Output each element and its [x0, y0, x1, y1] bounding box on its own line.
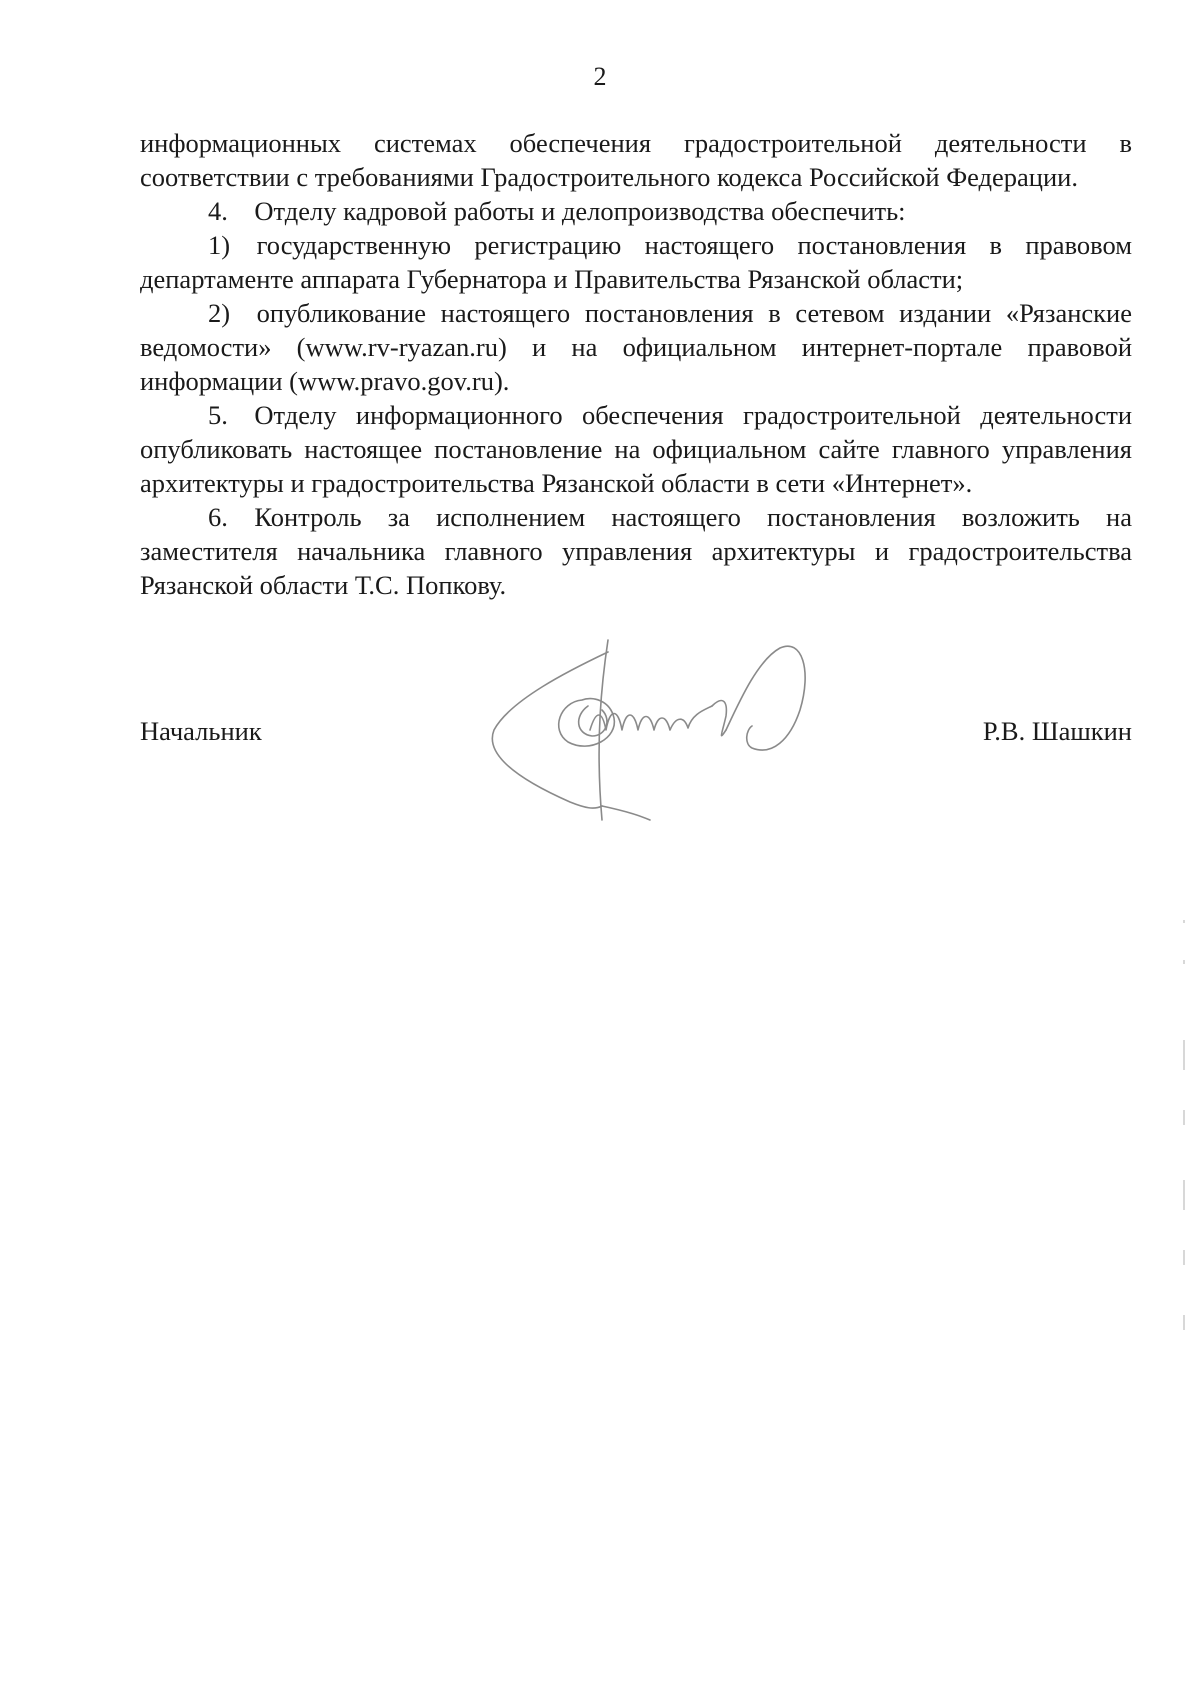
- paragraph-subitem-2: 2) опубликование настоящего постановления в сетевом издании «Рязанские ведомости» (www.rv-ryazan.ru) и на официальном интернет-портале правовой информации (www.pravo.gov.ru).: [140, 298, 1132, 396]
- scan-artifact-marks: [1180, 920, 1188, 1340]
- handwritten-signature: [490, 630, 850, 830]
- signatory-position: Начальник: [140, 716, 262, 746]
- paragraph-item-4: 4. Отделу кадровой работы и делопроизводства обеспечить:: [208, 196, 906, 226]
- paragraph-item-6: 6. Контроль за исполнением настоящего постановления возложить на заместителя начальника главного управления архитектуры и градостроительства Рязанской области Т.С. Попкову.: [140, 502, 1132, 600]
- paragraph-item-5: 5. Отделу информационного обеспечения градостроительной деятельности опубликовать настоящее постановление на официальном сайте главного управления архитектуры и градостроительства Рязанской области в сети «Интернет».: [140, 400, 1132, 498]
- page-number: 2: [593, 62, 607, 91]
- paragraph-subitem-1: 1) государственную регистрацию настоящего постановления в правовом департаменте аппарата Губернатора и Правительства Рязанской области;: [140, 230, 1132, 294]
- signatory-name: Р.В. Шашкин: [982, 716, 1132, 746]
- paragraph-continuation: информационных системах обеспечения градостроительной деятельности в соответствии с требованиями Градостроительного кодекса Российской Федерации.: [140, 128, 1132, 192]
- document-body: [140, 126, 1132, 602]
